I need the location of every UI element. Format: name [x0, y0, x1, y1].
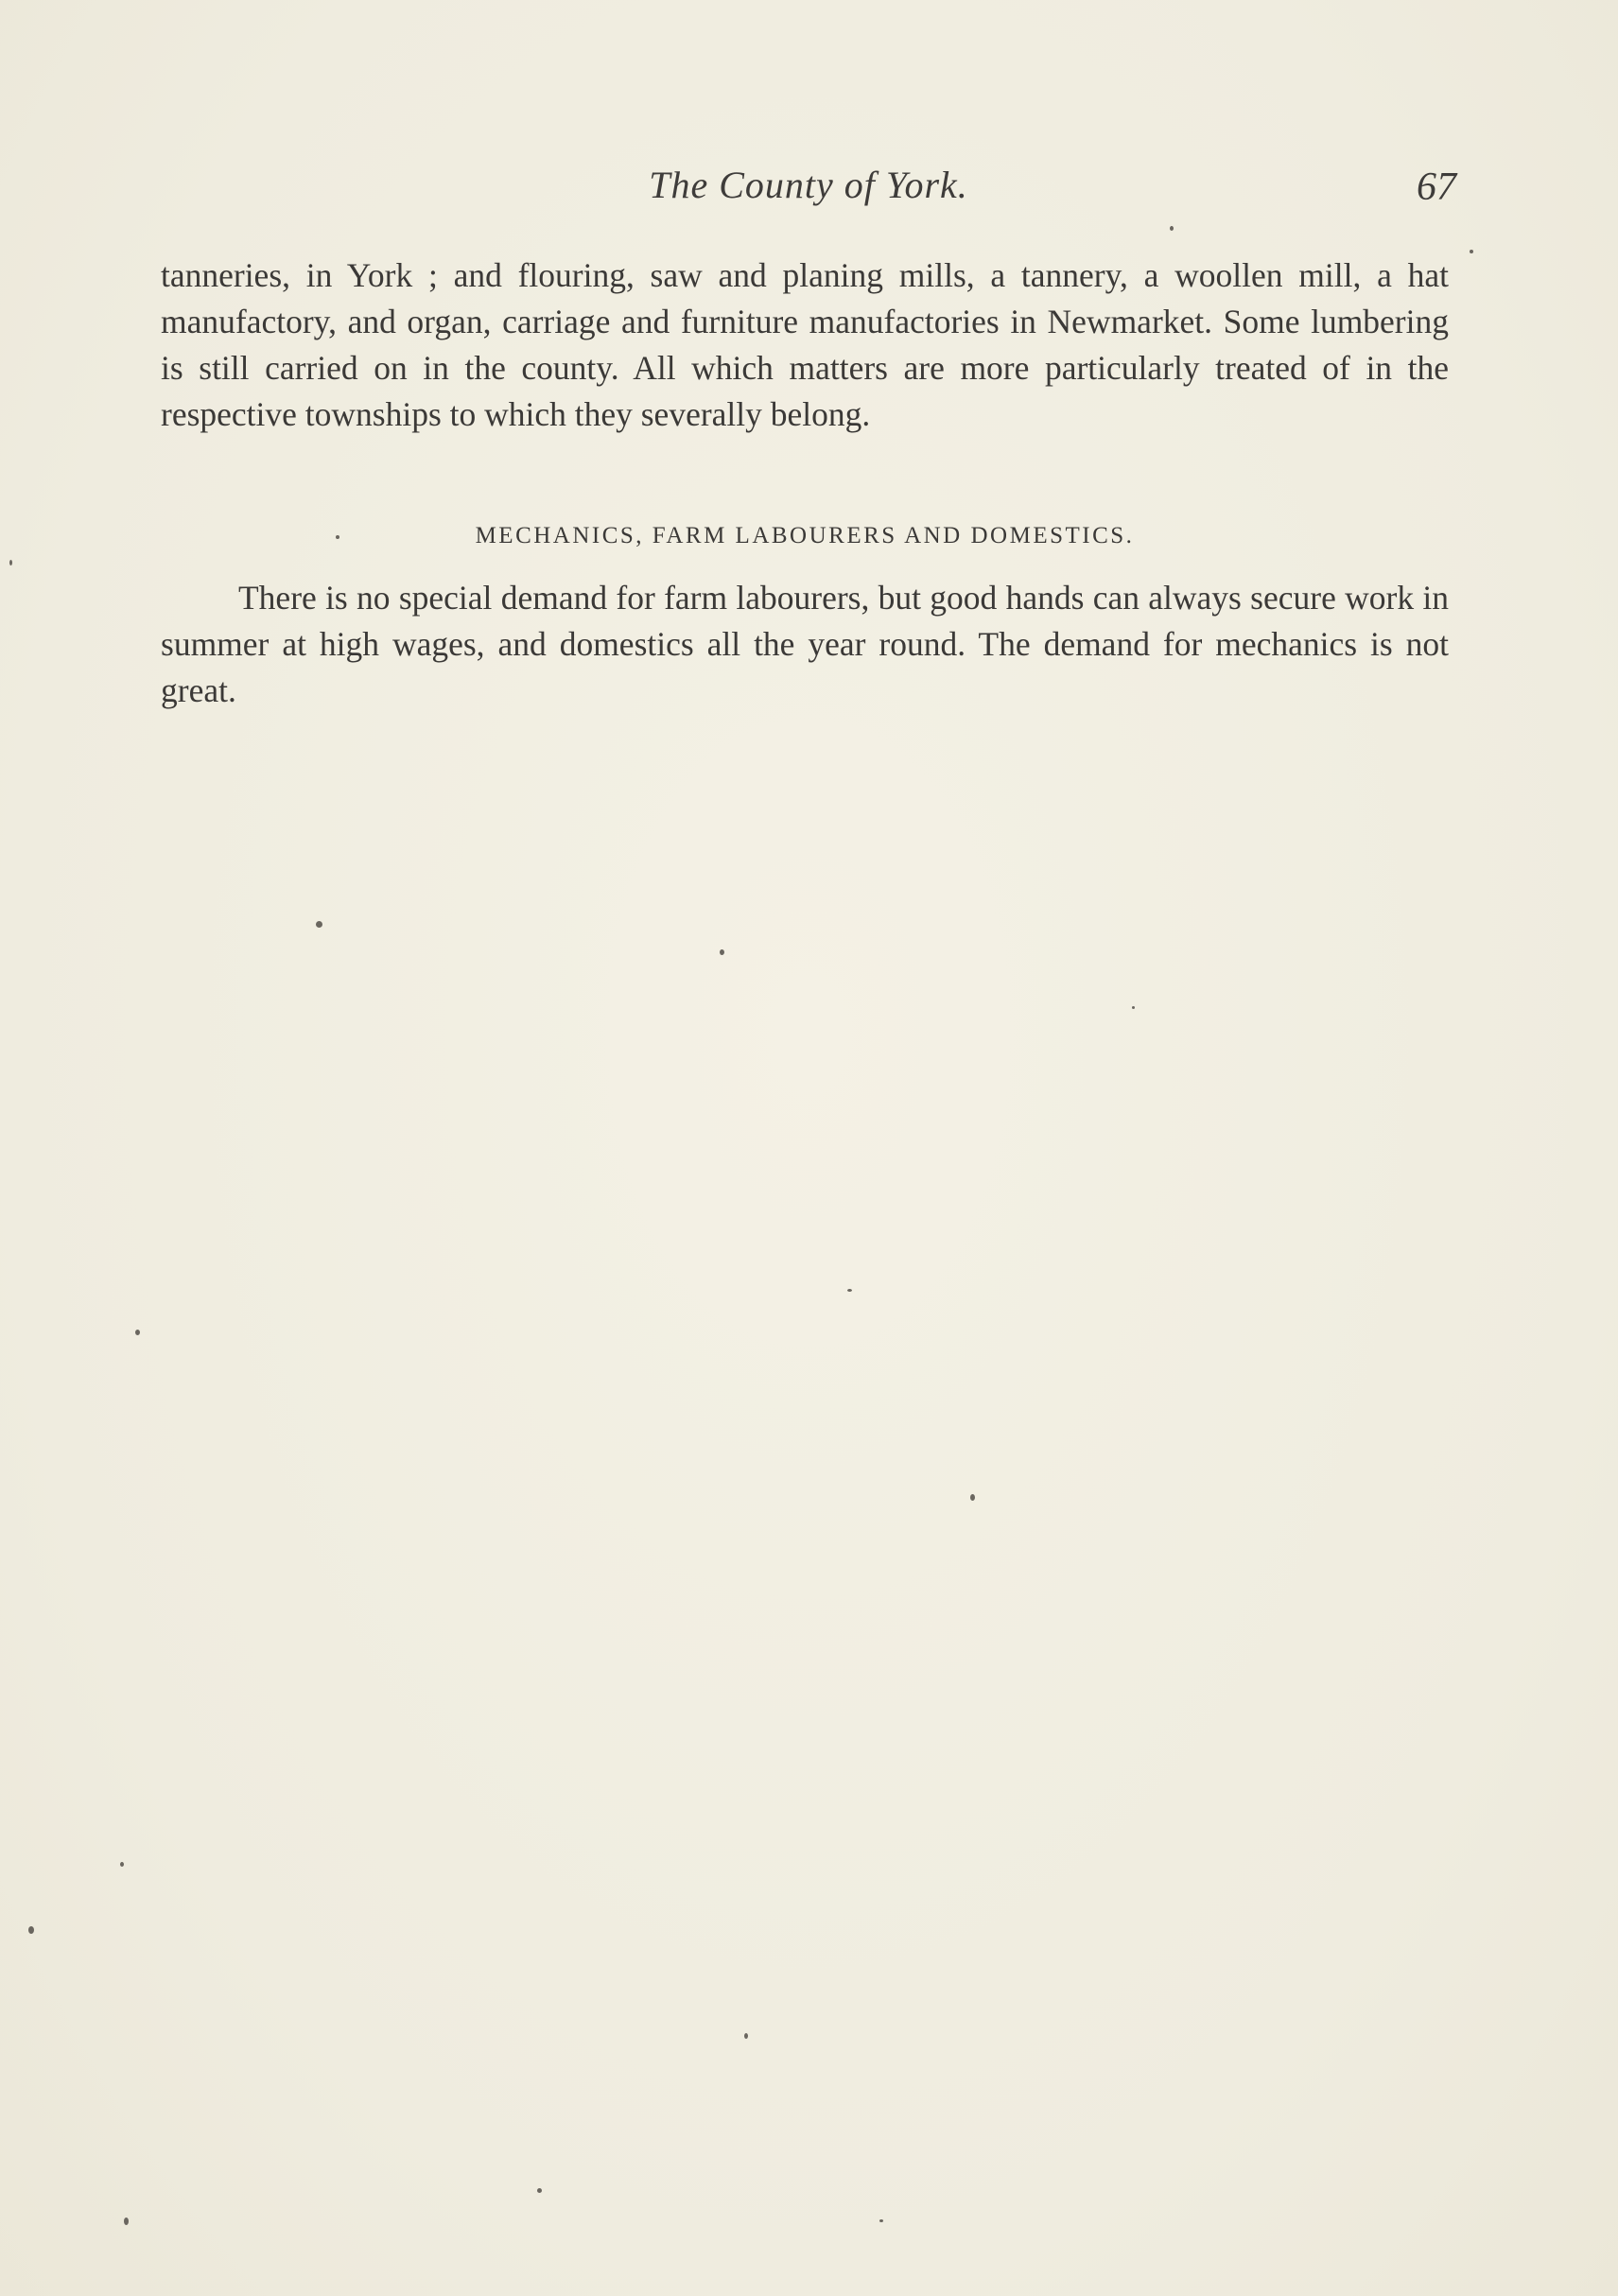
- section-heading: MECHANICS, FARM LABOURERS AND DOMESTICS.: [475, 523, 1135, 548]
- paper-speck: [135, 1330, 140, 1335]
- paper-speck: [879, 2219, 883, 2222]
- paper-speck: [720, 949, 724, 955]
- paragraph-section-body: There is no special demand for farm labourers, but good hands can always secure work in summer at high wages, and domestics all the year round. The demand for mechanics is not great.: [161, 579, 1449, 709]
- paper-speck: [537, 2188, 542, 2193]
- paper-speck: [9, 560, 12, 565]
- paper-speck: [336, 535, 339, 539]
- paper-speck: [120, 1862, 124, 1867]
- paper-speck: [744, 2033, 748, 2039]
- running-title: The County of York.: [649, 164, 968, 206]
- paper-speck: [1170, 226, 1174, 231]
- paper-speck: [1470, 250, 1473, 253]
- paper-speck: [1132, 1006, 1135, 1009]
- running-head: [161, 163, 1456, 219]
- paper-speck: [847, 1289, 852, 1292]
- paper-speck: [316, 921, 322, 928]
- page-number: 67: [1417, 165, 1456, 209]
- paper-speck: [124, 2218, 129, 2225]
- paper-speck: [28, 1926, 34, 1934]
- paragraph-continuation: tanneries, in York ; and flouring, saw and planing mills, a tannery, a woollen mill, a hat manufactory, and organ, carriage and furniture manufactories in Newmarket. Some lumbering is still carried on in the county. All which matters are more particularly treated of in the respective townships to which they severally belong.: [161, 256, 1449, 433]
- paper-speck: [970, 1494, 975, 1501]
